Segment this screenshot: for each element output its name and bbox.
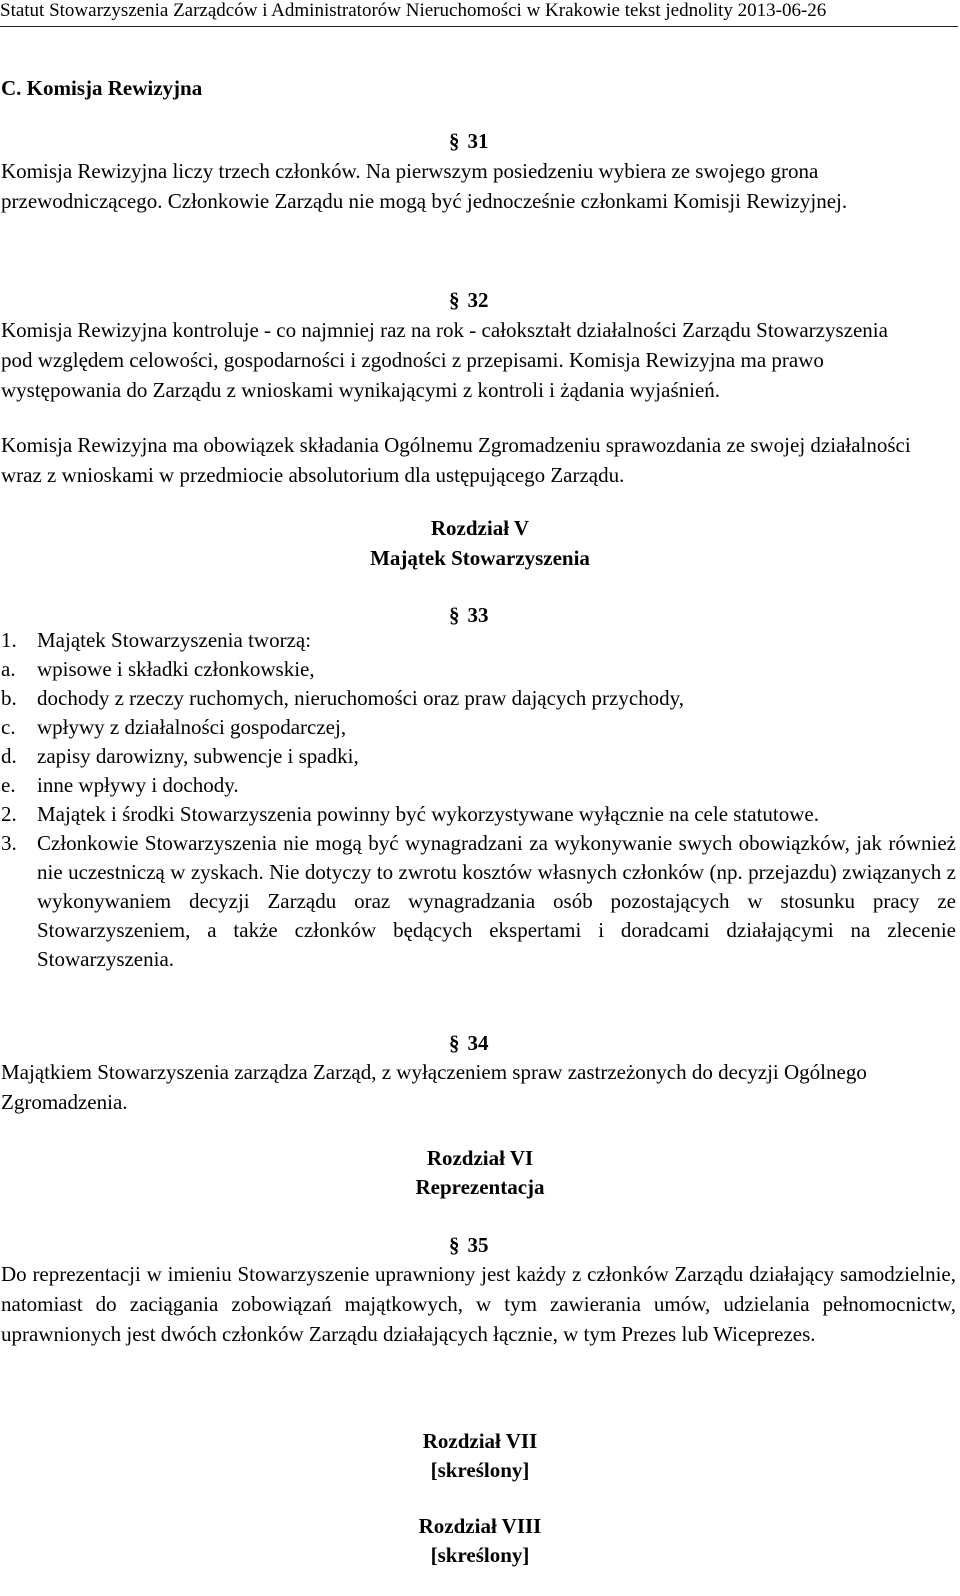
section-sign: §	[449, 288, 460, 312]
list-marker: d.	[1, 744, 17, 768]
chapter-7-label: Rozdział VII	[422, 1429, 538, 1453]
chapter-6-title: Reprezentacja	[415, 1175, 545, 1199]
paragraph-34-text: Majątkiem Stowarzyszenia zarządza Zarząd, z wyłączeniem spraw zastrzeżonych do decyzji Ogólnego Zgromadzenia.	[1, 1060, 867, 1114]
list-item	[1, 626, 956, 655]
chapter-5-label: Rozdział V	[430, 516, 530, 540]
section-title: C. Komisja Rewizyjna	[1, 76, 203, 100]
list-item	[1, 829, 956, 974]
paragraph-number-31	[449, 126, 489, 156]
chapter-8-title: [skreślony]	[430, 1543, 530, 1567]
list-item-text: inne wpływy i dochody.	[37, 773, 239, 797]
paragraph-number-value: 35	[467, 1233, 489, 1257]
list-marker: 2.	[1, 802, 17, 826]
list-marker: a.	[1, 657, 16, 681]
list-item-text: Majątek Stowarzyszenia tworzą:	[37, 628, 312, 652]
list-marker: e.	[1, 773, 16, 797]
paragraph-32-text-2: Komisja Rewizyjna ma obowiązek składania Ogólnemu Zgromadzeniu sprawozdania ze swojej działalności wraz z wnioskami w przedmiocie absolutorium dla ustępującego Zarządu.	[1, 433, 911, 487]
section-sign: §	[449, 603, 460, 627]
list-item-text: zapisy darowizny, subwencje i spadki,	[37, 744, 359, 768]
list-marker: c.	[1, 715, 16, 739]
paragraph-number-value: 33	[467, 603, 489, 627]
running-header: Statut Stowarzyszenia Zarządców i Administratorów Nieruchomości w Krakowie tekst jednolity 2013-06-26	[0, 0, 958, 27]
paragraph-33-list	[1, 626, 956, 974]
list-item	[1, 742, 956, 771]
chapter-7-title: [skreślony]	[430, 1458, 530, 1482]
section-sign: §	[449, 1233, 460, 1257]
paragraph-number-35	[449, 1230, 489, 1260]
list-marker: b.	[1, 686, 17, 710]
list-item	[1, 800, 956, 829]
list-item	[1, 655, 956, 684]
section-sign: §	[449, 129, 460, 153]
list-item	[1, 713, 956, 742]
list-item-text: wpisowe i składki członkowskie,	[37, 657, 315, 681]
chapter-8-label: Rozdział VIII	[418, 1514, 542, 1538]
chapter-5-title: Majątek Stowarzyszenia	[370, 546, 590, 570]
list-item	[1, 684, 956, 713]
paragraph-number-value: 34	[467, 1031, 489, 1055]
list-item-text: dochody z rzeczy ruchomych, nieruchomości oraz praw dających przychody,	[37, 686, 685, 710]
list-item-text: wpływy z działalności gospodarczej,	[37, 715, 347, 739]
paragraph-number-value: 32	[467, 288, 489, 312]
list-item	[1, 771, 956, 800]
list-marker: 1.	[1, 628, 17, 652]
section-sign: §	[449, 1031, 460, 1055]
chapter-6-label: Rozdział VI	[426, 1146, 534, 1170]
list-item-text: Członkowie Stowarzyszenia nie mogą być wynagradzani za wykonywanie swych obowiązków, jak również nie uczestniczą w zyskach. Nie dotyczy to zwrotu kosztów własnych członków (np. przejazdu) związanych z wykonywaniem decyzji Zarządu oraz wynagradzania osób pozostających w stosunku pracy ze Stowarzyszeniem, a także członków będących ekspertami i doradcami działającymi na zlecenie Stowarzyszenia.	[37, 831, 956, 971]
list-marker: 3.	[1, 831, 17, 855]
paragraph-31-text: Komisja Rewizyjna liczy trzech członków. Na pierwszym posiedzeniu wybiera ze swojego grona przewodniczącego. Członkowie Zarządu nie mogą być jednocześnie członkami Komisji Rewizyjnej.	[1, 159, 848, 213]
list-item-text: Majątek i środki Stowarzyszenia powinny być wykorzystywane wyłącznie na cele statutowe.	[37, 802, 820, 826]
paragraph-number-32	[449, 285, 489, 315]
paragraph-number-34	[449, 1028, 489, 1058]
paragraph-35-text: Do reprezentacji w imieniu Stowarzyszenie uprawniony jest każdy z członków Zarządu działający samodzielnie, natomiast do zaciągania zobowiązań majątkowych, w tym zawierania umów, udzielania pełnomocnictw, uprawnionych jest dwóch członków Zarządu działających łącznie, w tym Prezes lub Wiceprezes.	[1, 1262, 956, 1346]
paragraph-number-value: 31	[467, 129, 489, 153]
paragraph-32-text-1: Komisja Rewizyjna kontroluje - co najmniej raz na rok - całokształt działalności Zarządu Stowarzyszenia pod względem celowości, gospodarności i zgodności z przepisami. Komisja Rewizyjna ma prawo występowania do Zarządu z wnioskami wynikającymi z kontroli i żądania wyjaśnień.	[1, 318, 888, 402]
